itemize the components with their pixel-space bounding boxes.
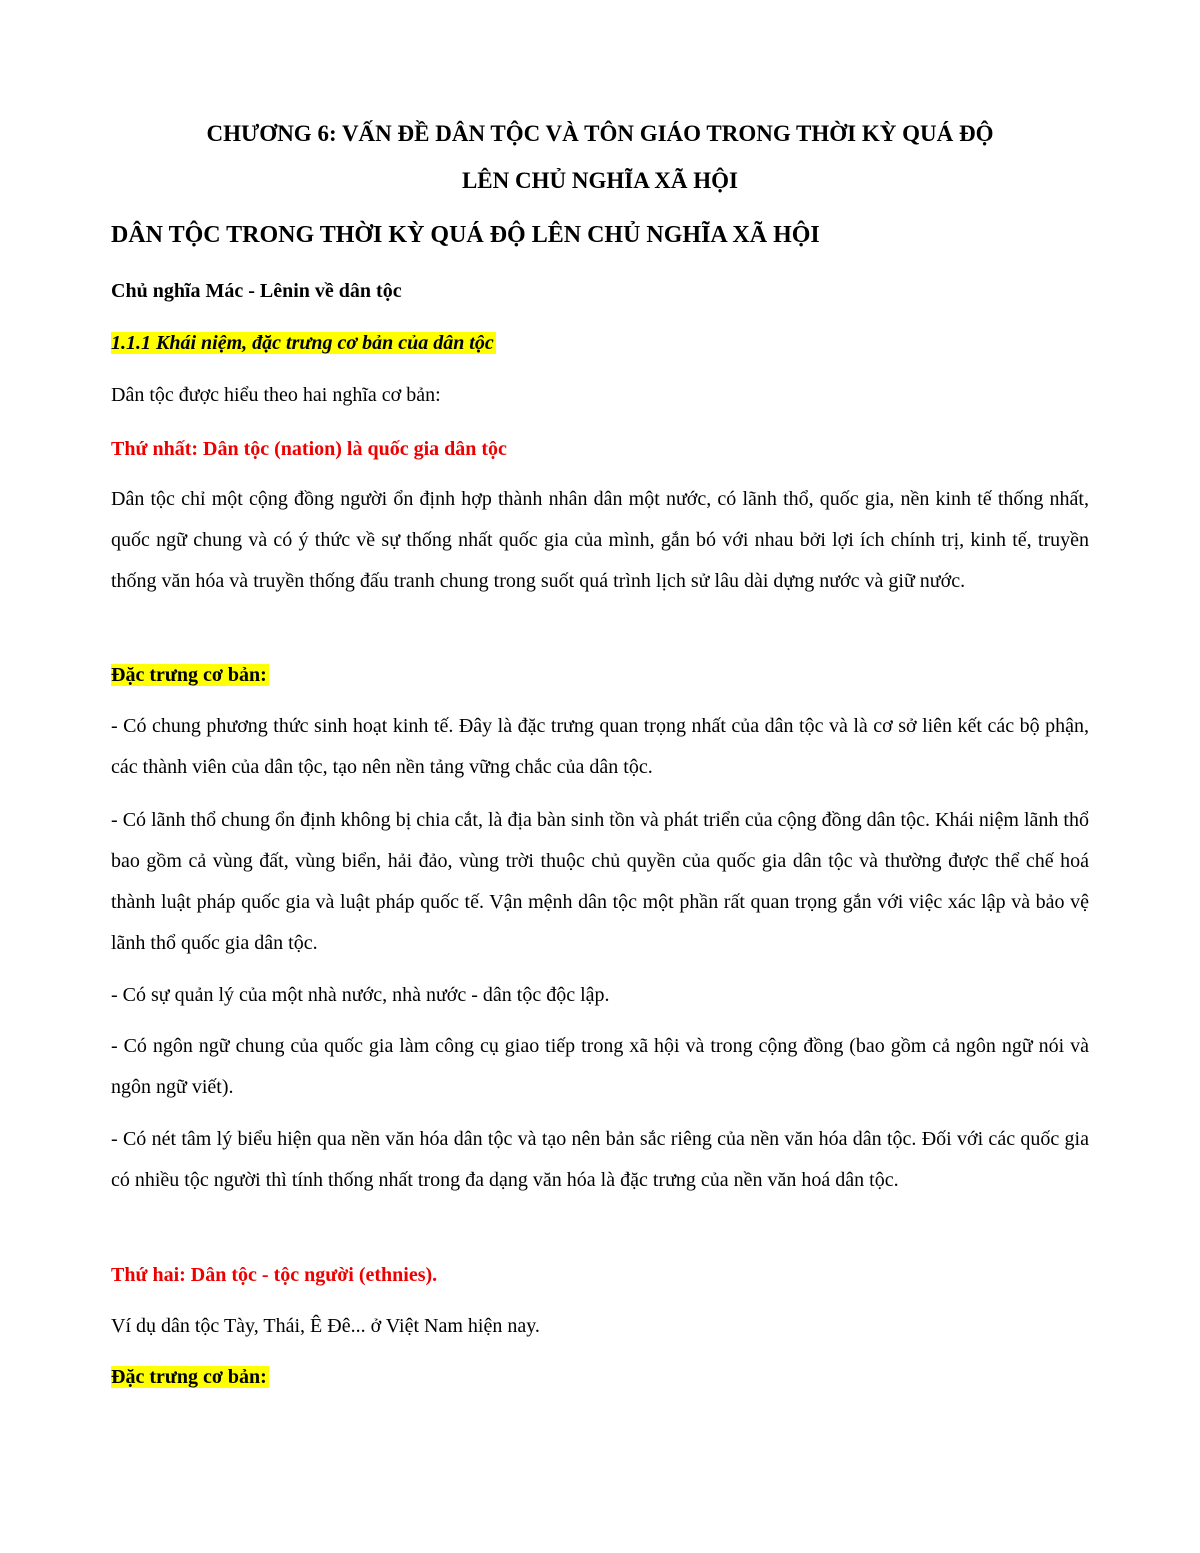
first-meaning-paragraph: Dân tộc chỉ một cộng đồng người ổn định hợp thành nhân dân một nước, có lãnh thổ, quốc gia, nền kinh tế thống nhất, quốc ngữ chung và có ý thức về sự thống nhất quốc gia của mình, gắn bó với nhau bởi lợi ích chính trị, kinh tế, truyền thống văn hóa và truyền thống đấu tranh chung trong suốt quá trình lịch sử lâu dài dựng nước và giữ nước. [111, 488, 1089, 592]
chapter-title [111, 110, 1089, 204]
feature-item-territory: - Có lãnh thổ chung ổn định không bị chia cắt, là địa bàn sinh tồn và phát triển của cộng đồng dân tộc. Khái niệm lãnh thổ bao gồm cả vùng đất, vùng biển, hải đảo, vùng trời thuộc chủ quyền của quốc gia dân tộc và thường được thể chế hoá thành luật pháp quốc gia và luật pháp quốc tế. Vận mệnh dân tộc một phần rất quan trọng gắn với việc xác lập và bảo vệ lãnh thổ quốc gia dân tộc. [111, 809, 1089, 954]
subsubsection-heading-text: 1.1.1 Khái niệm, đặc trưng cơ bản của dân tộc [111, 332, 494, 354]
chapter-title-line-1: CHƯƠNG 6: VẤN ĐỀ DÂN TỘC VÀ TÔN GIÁO TRONG THỜI KỲ QUÁ ĐỘ [206, 121, 994, 146]
features-heading-2-text: Đặc trưng cơ bản: [111, 1366, 267, 1388]
chapter-title-line-2: LÊN CHỦ NGHĨA XÃ HỘI [461, 168, 739, 193]
features-heading-2 [111, 1357, 1089, 1398]
second-meaning-example: Ví dụ dân tộc Tày, Thái, Ê Đê... ở Việt Nam hiện nay. [111, 1315, 540, 1337]
feature-item-language: - Có ngôn ngữ chung của quốc gia làm công cụ giao tiếp trong xã hội và trong cộng đồng (bao gồm cả ngôn ngữ nói và ngôn ngữ viết). [111, 1035, 1089, 1098]
features-heading-1-text: Đặc trưng cơ bản: [111, 664, 267, 686]
subsection-heading: Chủ nghĩa Mác - Lênin về dân tộc [111, 280, 402, 302]
section-heading: DÂN TỘC TRONG THỜI KỲ QUÁ ĐỘ LÊN CHỦ NGHĨA XÃ HỘI [111, 222, 820, 248]
intro-paragraph: Dân tộc được hiểu theo hai nghĩa cơ bản: [111, 384, 441, 406]
feature-item-state: - Có sự quản lý của một nhà nước, nhà nước - dân tộc độc lập. [111, 984, 610, 1006]
first-meaning-heading: Thứ nhất: Dân tộc (nation) là quốc gia dân tộc [111, 438, 507, 460]
second-meaning-heading: Thứ hai: Dân tộc - tộc người (ethnies). [111, 1264, 438, 1286]
feature-item-culture: - Có nét tâm lý biểu hiện qua nền văn hóa dân tộc và tạo nên bản sắc riêng của nền văn hóa dân tộc. Đối với các quốc gia có nhiều tộc người thì tính thống nhất trong đa dạng văn hóa là đặc trưng của nền văn hoá dân tộc. [111, 1128, 1089, 1191]
subsubsection-heading [111, 328, 496, 358]
feature-item-economy: - Có chung phương thức sinh hoạt kinh tế. Đây là đặc trưng quan trọng nhất của dân tộc và là cơ sở liên kết các bộ phận, các thành viên của dân tộc, tạo nên nền tảng vững chắc của dân tộc. [111, 715, 1089, 778]
features-heading-1 [111, 655, 1089, 696]
